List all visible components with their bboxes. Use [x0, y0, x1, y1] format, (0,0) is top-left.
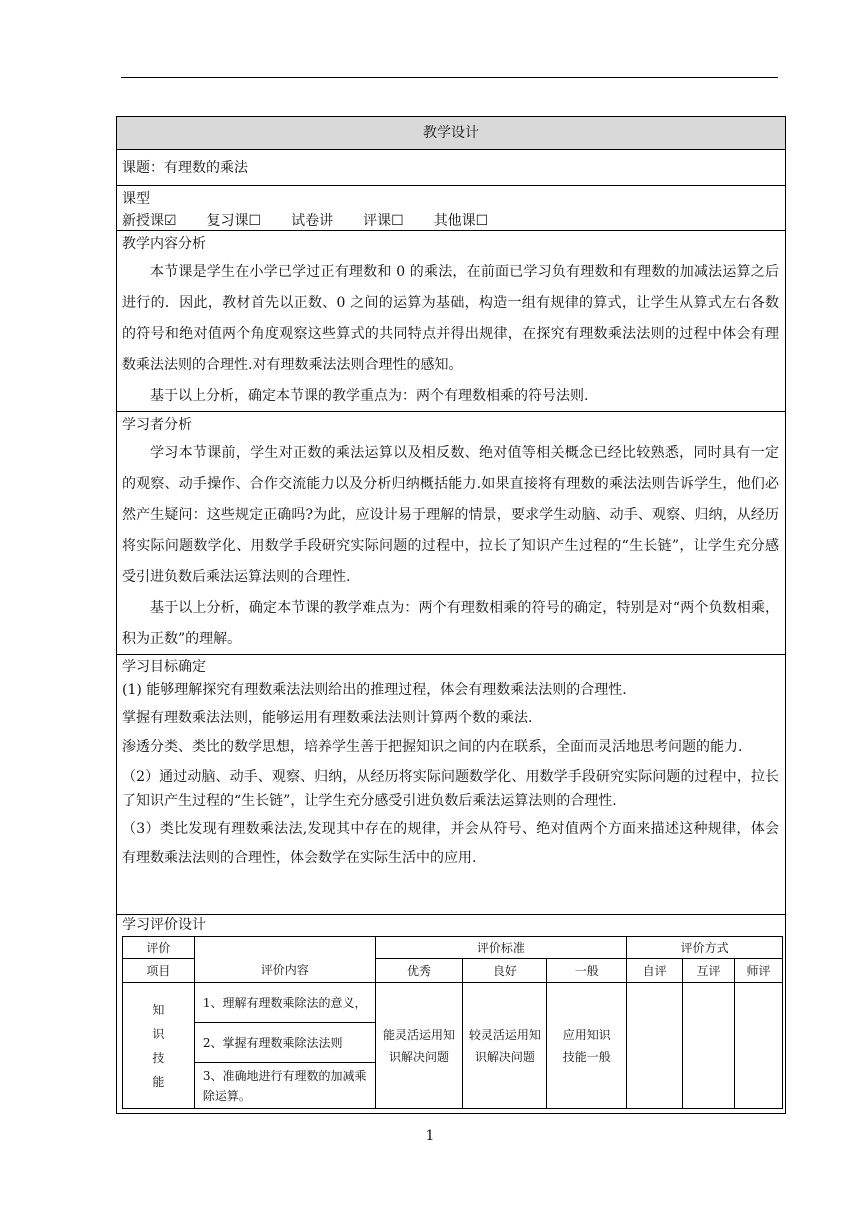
level-good: 良好 [463, 959, 547, 983]
learner-analysis-section [117, 412, 785, 655]
goal-1: (1) 能够理解探究有理数乘法法则给出的推理过程，体会有理数乘法法则的合理性. [122, 682, 627, 698]
option-test-lesson: 试卷讲 [291, 213, 334, 229]
standard-good: 较灵活运用知识解决问题 [463, 983, 547, 1109]
evaluation-section [117, 915, 785, 1113]
content-item-2: 2、掌握有理数乘除法法则 [194, 1023, 375, 1063]
content-analysis-paragraph: 本节课是学生在小学已学过正有理数和 0 的乘法，在前面已学习负有理数和有理数的加减法运算之后进行的．因此，教材首先以正数、0 之间的运算为基础，构造一组有规律的算式，让学生从算式左右各数的符号和绝对值两个角度观察这些算式的共同特点并得出规律，在探究有理数乘法法则的过程中体会有理数乘法法则的合理性.对有理数乘法法则合理性的感知。 [122, 264, 779, 373]
method-self: 自评 [627, 959, 683, 983]
header-method: 评价方式 [627, 937, 783, 959]
content-analysis-heading: 教学内容分析 [122, 236, 206, 252]
course-type-options [122, 210, 785, 232]
goal-2: （2）通过动脑、动手、观察、归纳，从经历将实际问题数学化、用数学手段研究实际问题的过程中，拉长了知识产生过程的“生长链”，让学生充分感受引进负数后乘法运算法则的合理性. [122, 769, 779, 809]
standard-average: 应用知识技能一般 [547, 983, 627, 1109]
content-analysis-conclusion: 基于以上分析，确定本节课的教学重点为：两个有理数相乘的符号法则. [150, 388, 589, 404]
header-evaluation: 评价 [123, 937, 195, 959]
goal-1-detail-a: 掌握有理数乘法法则，能够运用有理数乘法法则计算两个数的乘法. [122, 710, 533, 726]
evaluation-heading: 学习评价设计 [122, 917, 206, 933]
evaluation-table [122, 936, 783, 1109]
standard-excellent: 能灵活运用知识解决问题 [375, 983, 463, 1109]
option-new-lesson: 新授课☑ [122, 213, 177, 229]
option-evaluation-lesson: 评课☐ [363, 213, 404, 229]
method-peer: 互评 [683, 959, 735, 983]
category-knowledge-skills: 知 识 技 能 [123, 983, 195, 1109]
level-average: 一般 [547, 959, 627, 983]
lesson-plan-table [116, 116, 786, 1114]
content-analysis-section [117, 231, 785, 412]
lesson-title: 课题：有理数的乘法 [117, 150, 785, 186]
course-type-label: 课型 [122, 191, 150, 207]
level-excellent: 优秀 [375, 959, 463, 983]
option-other-lesson: 其他课☐ [433, 213, 489, 229]
content-item-3: 3、准确地进行有理数的加减乘除运算。 [194, 1063, 375, 1109]
teacher-eval-cell [734, 983, 782, 1109]
method-teacher: 师评 [734, 959, 782, 983]
header-rule [121, 77, 778, 78]
learning-goals-heading: 学习目标确定 [122, 659, 206, 675]
document-title: 教学设计 [117, 117, 785, 150]
header-standard: 评价标准 [375, 937, 627, 959]
course-type-section [117, 186, 785, 231]
peer-eval-cell [683, 983, 735, 1109]
page-number: 1 [425, 1128, 435, 1144]
content-item-1: 1、理解有理数乘除法的意义， [194, 983, 375, 1023]
self-eval-cell [627, 983, 683, 1109]
learner-analysis-heading: 学习者分析 [122, 417, 192, 433]
goal-3: （3）类比发现有理数乘法法,发现其中存在的规律，并会从符号、绝对值两个方面来描述这种规律，体会有理数乘法法则的合理性，体会数学在实际生活中的应用. [122, 821, 779, 866]
goal-1-detail-b: 渗透分类、类比的数学思想，培养学生善于把握知识之间的内在联系，全面而灵活地思考问题的能力. [122, 739, 743, 755]
learner-analysis-paragraph: 学习本节课前，学生对正数的乘法运算以及相反数、绝对值等相关概念已经比较熟悉，同时具有一定的观察、动手操作、合作交流能力以及分析归纳概括能力.如果直接将有理数的乘法法则告诉学生，他们必然产生疑问：这些规定正确吗?为此，应设计易于理解的情景，要求学生动脑、动手、观察、归纳，从经历将实际问题数学化、用数学手段研究实际问题的过程中，拉长了知识产生过程的“生长链”，让学生充分感受引进负数后乘法运算法则的合理性. [122, 445, 779, 585]
header-content: 评价内容 [194, 937, 375, 983]
learner-analysis-conclusion: 基于以上分析，确定本节课的教学难点为：两个有理数相乘的符号的确定，特别是对“两个负数相乘，积为正数”的理解。 [122, 600, 779, 647]
option-review-lesson: 复习课☐ [206, 213, 262, 229]
learning-goals-section [117, 655, 785, 915]
header-item: 项目 [123, 959, 195, 983]
